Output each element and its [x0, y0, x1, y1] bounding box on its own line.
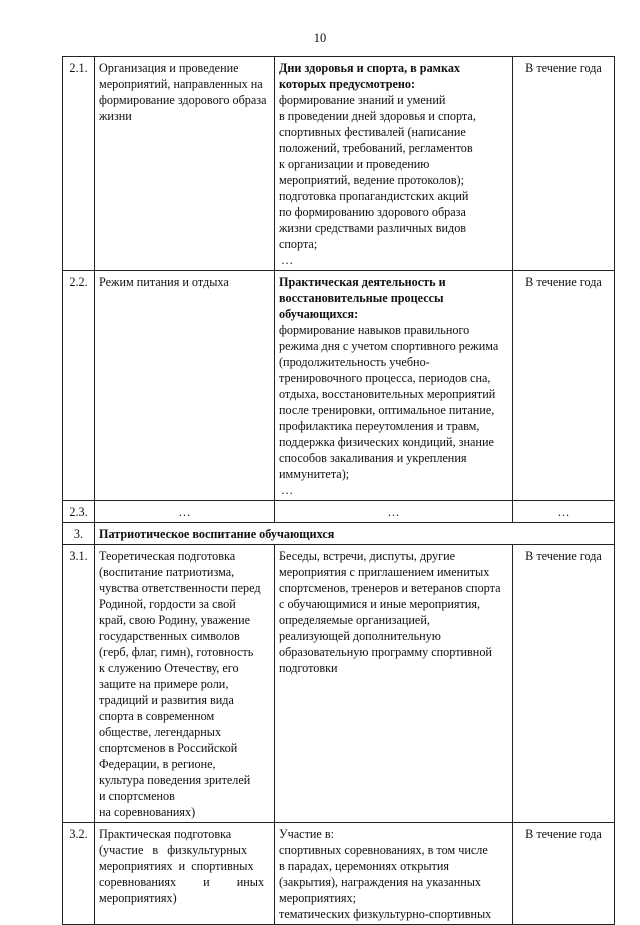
- event-line: спортсменов в Российской: [99, 741, 238, 755]
- term-cell: В течение года: [513, 57, 615, 271]
- events-table: [62, 56, 615, 925]
- term-cell: В течение года: [513, 271, 615, 501]
- row-number: 2.2.: [63, 271, 95, 501]
- event-cell: [95, 823, 275, 925]
- content-line: в парадах, церемониях открытия: [279, 859, 449, 873]
- content-line: (закрытия), награждения на указанных: [279, 875, 482, 889]
- event-line: (участие в физкультурных: [99, 843, 248, 857]
- content-line: иммунитета);: [279, 467, 350, 481]
- table-row: [63, 271, 615, 501]
- content-line: режима дня с учетом спортивного режима: [279, 339, 499, 353]
- event-line: и спортсменов: [99, 789, 175, 803]
- event-line: на соревнованиях): [99, 805, 196, 819]
- table-row: [63, 501, 615, 523]
- section-title: Патриотическое воспитание обучающихся: [95, 523, 615, 545]
- content-line: способов закаливания и укрепления: [279, 451, 467, 465]
- event-text: Организация и проведение мероприятий, направленных на формирование здорового образа жизни: [99, 61, 267, 123]
- event-line: мероприятиях): [99, 891, 177, 905]
- content-line: формирование навыков правильного: [279, 323, 470, 337]
- table-row: [63, 57, 615, 271]
- event-line: (воспитание патриотизма,: [99, 565, 235, 579]
- event-line: культура поведения зрителей: [99, 773, 251, 787]
- content-line: профилактика переутомления и травм,: [279, 419, 480, 433]
- content-line: в проведении дней здоровья и спорта,: [279, 109, 476, 123]
- section-number: 3.: [63, 523, 95, 545]
- event-line: традиций и развития вида: [99, 693, 234, 707]
- content-line: Участие в:: [279, 827, 335, 841]
- content-cell: [275, 57, 513, 271]
- content-title: Дни здоровья и спорта, в рамках которых предусмотрено:: [279, 61, 461, 91]
- content-line: спорта;: [279, 237, 318, 251]
- event-line: мероприятиях и спортивных: [99, 859, 254, 873]
- content-line: мероприятиях;: [279, 891, 356, 905]
- event-line: государственных символов: [99, 629, 240, 643]
- content-line: поддержка физических кондиций, знание: [279, 435, 494, 449]
- event-line: (герб, флаг, гимн), готовность: [99, 645, 254, 659]
- event-line: чувства ответственности перед: [99, 581, 261, 595]
- content-cell: [275, 823, 513, 925]
- event-cell: [95, 271, 275, 501]
- content-line: тренировочного процесса, периодов сна,: [279, 371, 491, 385]
- content-line: определяемые организацией,: [279, 613, 430, 627]
- content-title: Практическая деятельность и восстановительные процессы обучающихся:: [279, 275, 446, 321]
- content-line: мероприятий, ведение протоколов);: [279, 173, 464, 187]
- content-line: тематических физкультурно-спортивных: [279, 907, 492, 921]
- event-line: Теоретическая подготовка: [99, 549, 236, 563]
- content-line: подготовка пропагандистских акций: [279, 189, 469, 203]
- content-cell: [275, 271, 513, 501]
- content-line: отдыха, восстановительных мероприятий: [279, 387, 496, 401]
- event-line: обществе, легендарных: [99, 725, 222, 739]
- content-ellipsis: …: [281, 483, 294, 497]
- content-line: спортивных фестивалей (написание: [279, 125, 466, 139]
- event-line: соревнованиях и иных: [99, 875, 265, 889]
- event-line: спорта в современном: [99, 709, 215, 723]
- row-number: 3.2.: [63, 823, 95, 925]
- table-row: [63, 823, 615, 925]
- event-line: Родиной, гордости за свой: [99, 597, 236, 611]
- event-cell: [95, 57, 275, 271]
- page-number: 10: [313, 31, 327, 45]
- event-line: Федерации, в регионе,: [99, 757, 216, 771]
- section-row: [63, 523, 615, 545]
- content-line: жизни средствами различных видов: [279, 221, 467, 235]
- content-cell: …: [275, 501, 513, 523]
- event-line: защите на примере роли,: [99, 677, 229, 691]
- content-line: реализующей дополнительную: [279, 629, 441, 643]
- content-cell: [275, 545, 513, 823]
- row-number: 3.1.: [63, 545, 95, 823]
- content-ellipsis: …: [281, 253, 294, 267]
- content-line: формирование знаний и умений: [279, 93, 446, 107]
- event-cell: [95, 545, 275, 823]
- content-line: подготовки: [279, 661, 338, 675]
- event-cell: …: [95, 501, 275, 523]
- row-number: 2.1.: [63, 57, 95, 271]
- event-text: Режим питания и отдыха: [99, 275, 229, 289]
- content-line: Беседы, встречи, диспуты, другие: [279, 549, 456, 563]
- content-line: по формированию здорового образа: [279, 205, 466, 219]
- content-line: спортсменов, тренеров и ветеранов спорта: [279, 581, 501, 595]
- row-number: 2.3.: [63, 501, 95, 523]
- content-line: спортивных соревнованиях, в том числе: [279, 843, 488, 857]
- event-line: край, свою Родину, уважение: [99, 613, 251, 627]
- content-line: образовательную программу спортивной: [279, 645, 492, 659]
- content-line: после тренировки, оптимальное питание,: [279, 403, 495, 417]
- content-line: (продолжительность учебно-: [279, 355, 430, 369]
- table-row: [63, 545, 615, 823]
- term-cell: В течение года: [513, 545, 615, 823]
- term-cell: …: [513, 501, 615, 523]
- event-line: к служению Отечеству, его: [99, 661, 239, 675]
- content-line: положений, требований, регламентов: [279, 141, 473, 155]
- term-cell: В течение года: [513, 823, 615, 925]
- content-line: к организации и проведению: [279, 157, 430, 171]
- content-line: мероприятия с приглашением именитых: [279, 565, 490, 579]
- event-line: Практическая подготовка: [99, 827, 232, 841]
- content-line: с обучающимися и иные мероприятия,: [279, 597, 481, 611]
